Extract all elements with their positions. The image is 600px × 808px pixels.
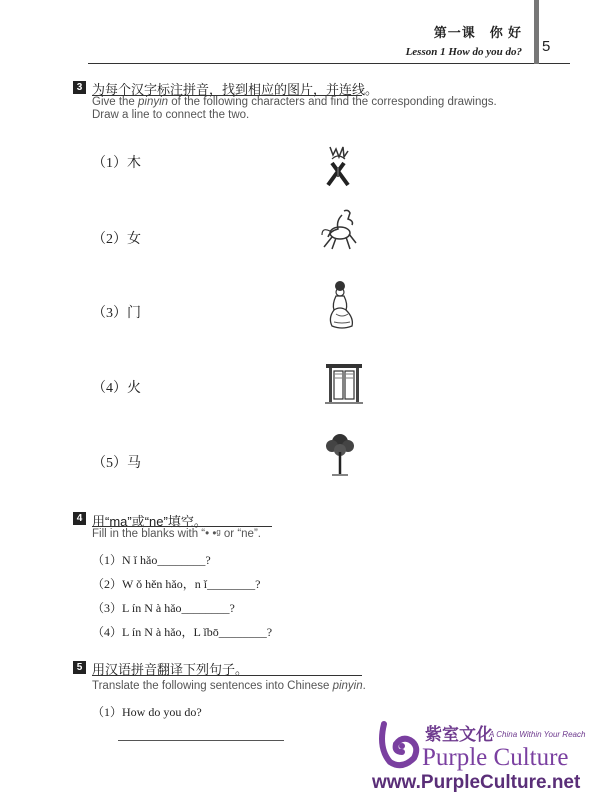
section-3-description	[92, 96, 572, 122]
section-5-rule	[92, 675, 362, 676]
section-4-badge: 4	[73, 512, 86, 525]
match-item-4: （4）火	[92, 381, 141, 396]
match-item-5: （5）马	[92, 456, 141, 471]
door-drawing	[324, 362, 364, 406]
fire-drawing	[318, 143, 358, 189]
header-rule	[88, 63, 570, 64]
section-5-desc-italic: pinyin	[332, 680, 363, 692]
chapter-title-en: Lesson 1 How do you do?	[405, 46, 522, 58]
watermark-name: Purple Culture	[422, 744, 569, 771]
section-4-rule	[92, 526, 272, 527]
answer-line	[118, 740, 284, 741]
section-4-title: 用“ma”或“ne”填空。	[92, 514, 207, 529]
fill-item-1: （1）N ǐ hǎo________?	[92, 553, 211, 567]
section-5-desc-prefix: Translate the following sentences into Chinese	[92, 680, 333, 692]
section-3-badge: 3	[73, 81, 86, 94]
watermark-logo-cn: 紫室文化	[425, 725, 493, 744]
purple-culture-logo-icon	[376, 718, 420, 770]
section-3-desc-italic: pinyin	[138, 96, 169, 108]
watermark-tagline: A China Within Your Reach	[489, 730, 586, 739]
section-3-desc-line2: Draw a line to connect the two.	[92, 109, 250, 121]
fill-item-2: （2）W ǒ hěn hǎo，n ǐ________?	[92, 577, 261, 591]
section-5-badge: 5	[73, 661, 86, 674]
page-number: 5	[542, 38, 551, 55]
woman-drawing	[324, 278, 358, 332]
section-3-title: 为每个汉字标注拼音，找到相应的图片，并连线。	[92, 82, 379, 97]
section-5-desc-suffix: .	[362, 680, 366, 692]
tree-drawing	[322, 430, 358, 478]
section-3-desc-prefix: Give the	[92, 96, 139, 108]
section-5-title: 用汉语拼音翻译下列句子。	[92, 662, 249, 677]
section-3-desc-suffix: of the following characters and find the corresponding drawings.	[168, 96, 497, 108]
horse-drawing	[318, 207, 360, 253]
translate-item-1: （1）How do you do?	[92, 705, 202, 719]
fill-item-3: （3）L ín N à hǎo________?	[92, 601, 235, 615]
header-bar	[534, 0, 539, 64]
watermark-url[interactable]: www.PurpleCulture.net	[372, 772, 581, 793]
section-4-description: Fill in the blanks with “• •ᵍ or “ne”.	[92, 528, 261, 540]
match-item-2: （2）女	[92, 232, 141, 247]
fill-item-4: （4）L ín N à hǎo，L ǐbō________?	[92, 625, 273, 639]
section-5-description	[92, 680, 366, 693]
match-item-1: （1）木	[92, 156, 141, 171]
chapter-title-cn: 第一课 你 好	[433, 25, 522, 40]
match-item-3: （3）门	[92, 306, 141, 321]
